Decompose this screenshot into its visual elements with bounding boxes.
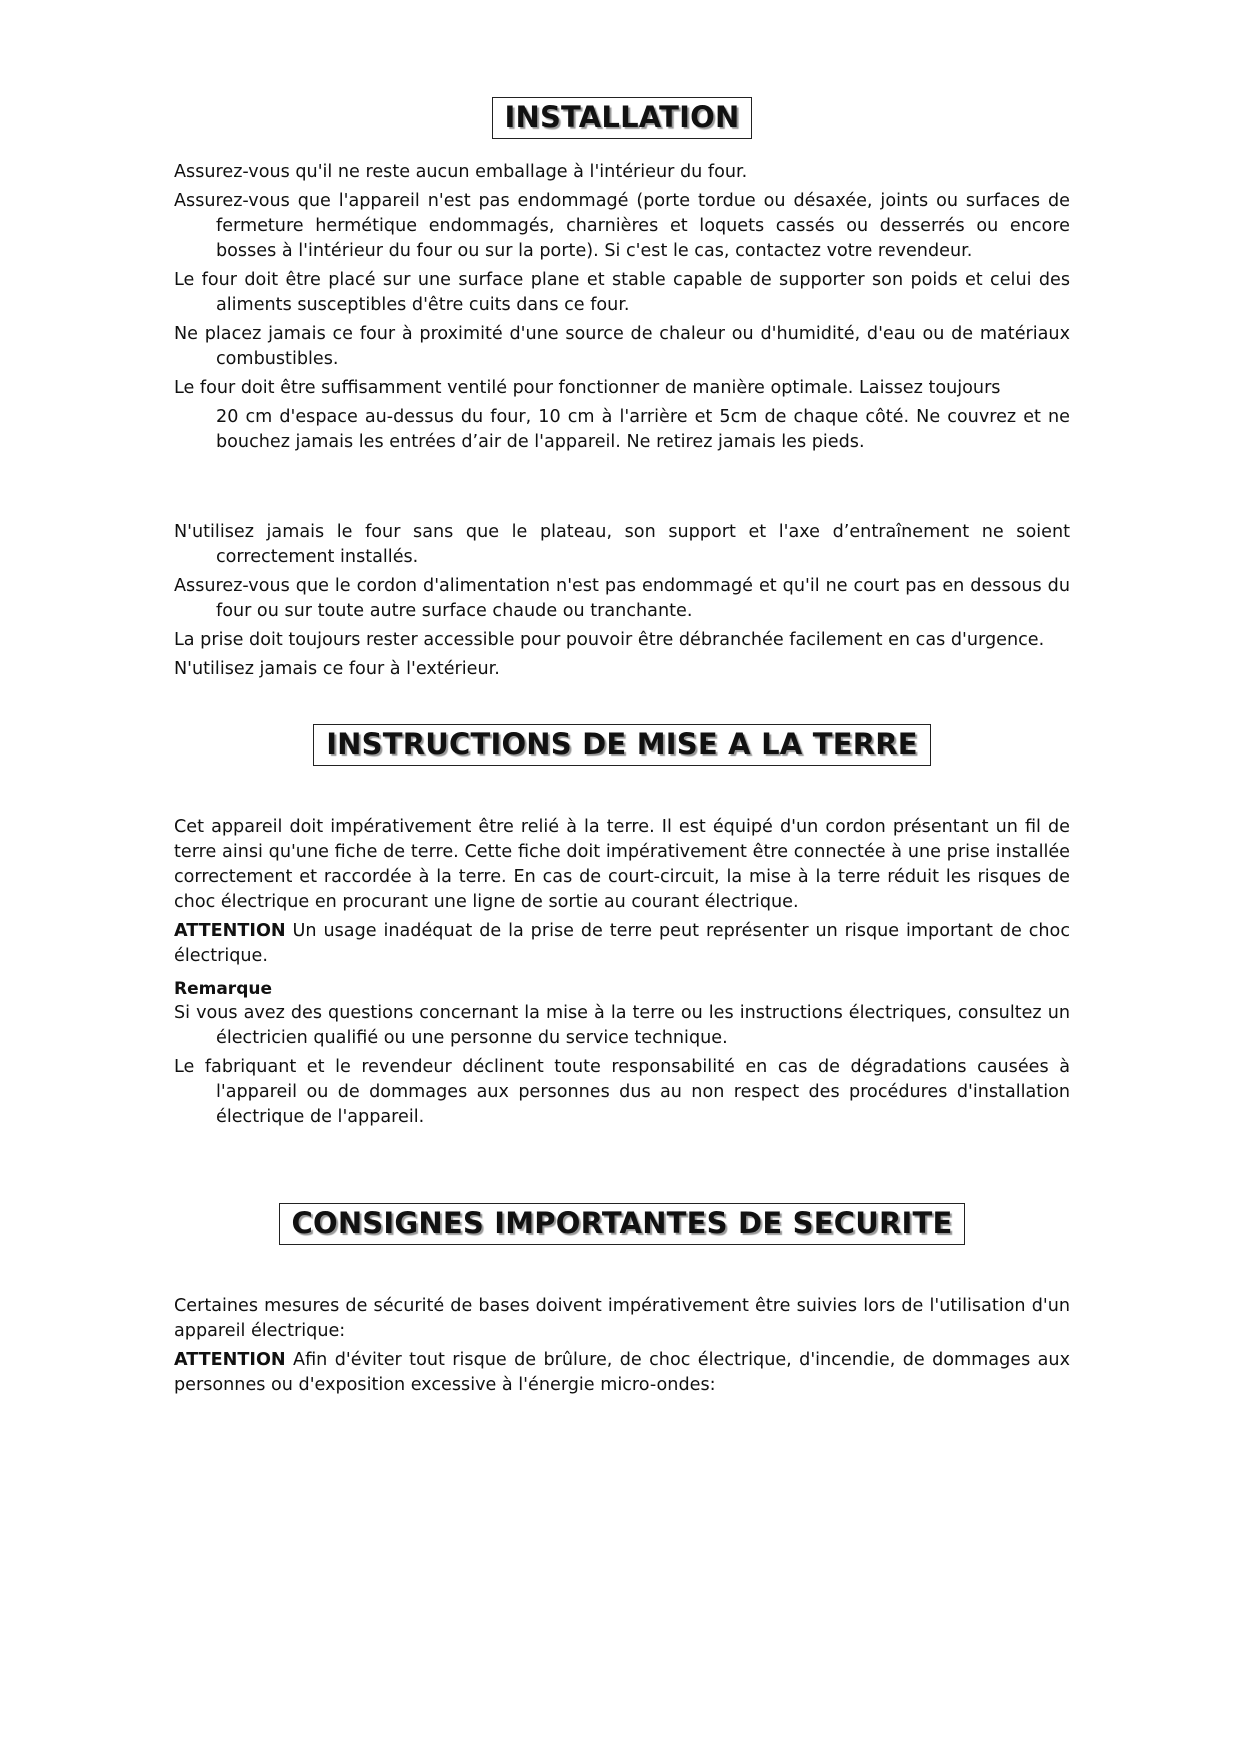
- installation-item: Ne placez jamais ce four à proximité d'une source de chaleur ou d'humidité, d'eau ou de matériaux combustibles.: [174, 324, 1070, 369]
- attention-text: Afin d'éviter tout risque de brûlure, de choc électrique, d'incendie, de dommages aux personnes ou d'exposition excessive à l'énergie micro-ondes:: [174, 1350, 1070, 1395]
- installation-item: La prise doit toujours rester accessible pour pouvoir être débranchée facilement en cas d'urgence.: [174, 630, 1045, 650]
- grounding-attention: [174, 919, 1070, 969]
- attention-label: ATTENTION: [174, 921, 286, 941]
- attention-text: Un usage inadéquat de la prise de terre peut représenter un risque important de choc électrique.: [174, 921, 1070, 966]
- installation-item: Le four doit être placé sur une surface plane et stable capable de supporter son poids et celui des aliments susceptibles d'être cuits dans ce four.: [174, 270, 1070, 315]
- installation-section-2: [174, 520, 1070, 682]
- safety-heading-wrap: [174, 1203, 1070, 1245]
- safety-heading: CONSIGNES IMPORTANTES DE SECURITE: [279, 1203, 966, 1245]
- attention-label: ATTENTION: [174, 1350, 286, 1370]
- installation-item: N'utilisez jamais ce four à l'extérieur.: [174, 659, 500, 679]
- installation-item: Assurez-vous que l'appareil n'est pas endommagé (porte tordue ou désaxée, joints ou surfaces de fermeture hermétique endommagés, charnières et loquets cassés ou desserrés ou encore bosses à l'intérieur du four ou sur la porte). Si c'est le cas, contactez votre revendeur.: [174, 191, 1070, 261]
- grounding-section: [174, 815, 1070, 1130]
- safety-attention: [174, 1348, 1070, 1398]
- installation-item: Assurez-vous qu'il ne reste aucun emballage à l'intérieur du four.: [174, 162, 748, 182]
- remark-item: Si vous avez des questions concernant la mise à la terre ou les instructions électriques, consultez un électricien qualifié ou une personne du service technique.: [174, 1003, 1070, 1048]
- remark-item: Le fabriquant et le revendeur déclinent toute responsabilité en cas de dégradations causées à l'appareil ou de dommages aux personnes dus au non respect des procédures d'installation électrique de l'appareil.: [174, 1057, 1070, 1127]
- grounding-intro: Cet appareil doit impérativement être relié à la terre. Il est équipé d'un cordon présentant un fil de terre ainsi qu'une fiche de terre. Cette fiche doit impérativement être connectée à une prise installée correctement et raccordée à la terre. En cas de court-circuit, la mise à la terre réduit les risques de choc électrique en procurant une ligne de sortie au courant électrique.: [174, 817, 1070, 912]
- installation-item: N'utilisez jamais le four sans que le plateau, son support et l'axe d’entraînement ne soient correctement installés.: [174, 522, 1070, 567]
- installation-section: [174, 160, 1070, 455]
- grounding-heading: INSTRUCTIONS DE MISE A LA TERRE: [313, 724, 931, 766]
- installation-item-continued: 20 cm d'espace au-dessus du four, 10 cm à l'arrière et 5cm de chaque côté. Ne couvrez et ne bouchez jamais les entrées d’air de l'appareil. Ne retirez jamais les pieds.: [216, 407, 1070, 452]
- safety-intro: Certaines mesures de sécurité de bases doivent impérativement être suivies lors de l'utilisation d'un appareil électrique:: [174, 1296, 1070, 1341]
- safety-section: [174, 1294, 1070, 1398]
- remark-label: Remarque: [174, 979, 272, 999]
- installation-heading: INSTALLATION: [492, 97, 753, 139]
- installation-heading-wrap: [174, 97, 1070, 139]
- installation-item: Le four doit être suffisamment ventilé pour fonctionner de manière optimale. Laissez toujours: [174, 378, 1001, 398]
- grounding-heading-wrap: [174, 724, 1070, 766]
- installation-item: Assurez-vous que le cordon d'alimentation n'est pas endommagé et qu'il ne court pas en dessous du four ou sur toute autre surface chaude ou tranchante.: [174, 576, 1070, 621]
